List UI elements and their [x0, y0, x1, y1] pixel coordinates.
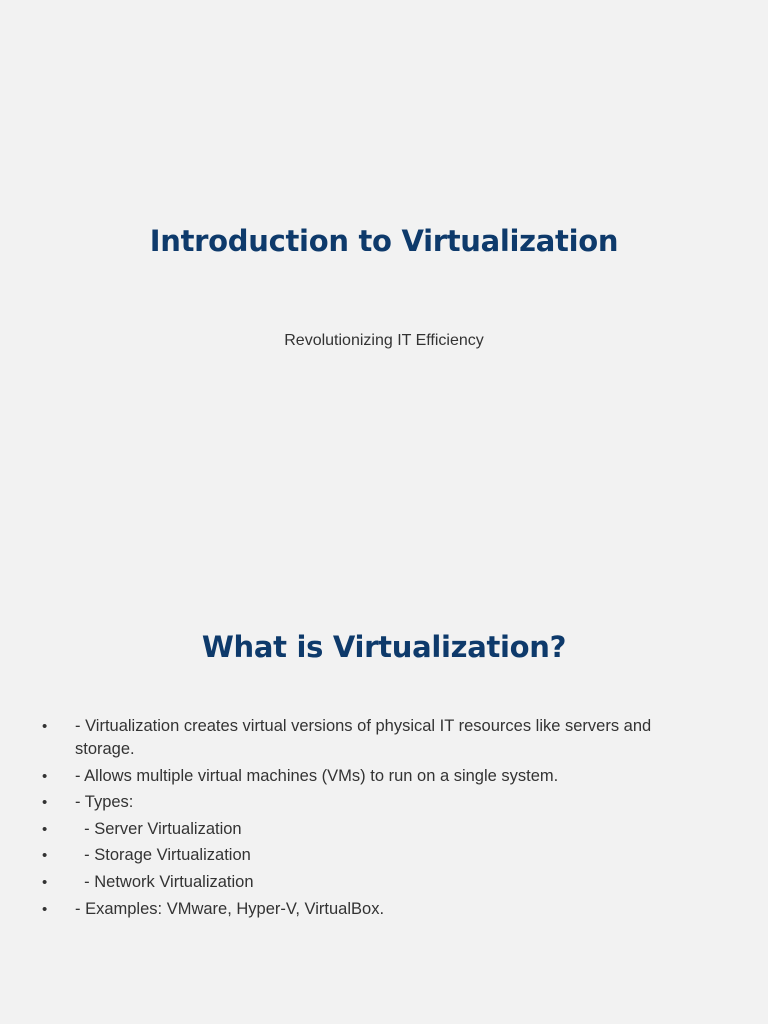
list-item — [42, 715, 702, 761]
bullet-text: - Network Virtualization — [75, 872, 254, 891]
bullet-icon: • — [42, 900, 48, 918]
bullet-icon: • — [42, 820, 48, 838]
bullet-icon: • — [42, 767, 48, 785]
list-item — [42, 818, 702, 841]
bullet-text: - Storage Virtualization — [75, 846, 251, 865]
list-item — [42, 791, 702, 814]
slide-title: What is Virtualization? — [201, 630, 567, 664]
bullet-text: - Server Virtualization — [75, 819, 242, 838]
bullet-list — [42, 715, 702, 924]
bullet-icon: • — [42, 873, 48, 891]
slide-title: Introduction to Virtualization — [149, 224, 619, 258]
list-item — [42, 871, 702, 894]
bullet-text: - Examples: VMware, Hyper-V, VirtualBox. — [75, 899, 385, 918]
bullet-text: - Allows multiple virtual machines (VMs) to run on a single system. — [75, 766, 559, 785]
list-item — [42, 765, 702, 788]
bullet-icon: • — [42, 847, 48, 865]
bullet-icon: • — [42, 718, 48, 735]
bullet-text: - Types: — [75, 793, 134, 812]
bullet-icon: • — [42, 794, 48, 812]
list-item — [42, 844, 702, 867]
slide-subtitle: Revolutionizing IT Efficiency — [284, 332, 484, 349]
bullet-text: - Virtualization creates virtual versions of physical IT resources like servers and storage. — [75, 717, 656, 758]
content-slide — [0, 512, 768, 1024]
list-item — [42, 898, 702, 921]
